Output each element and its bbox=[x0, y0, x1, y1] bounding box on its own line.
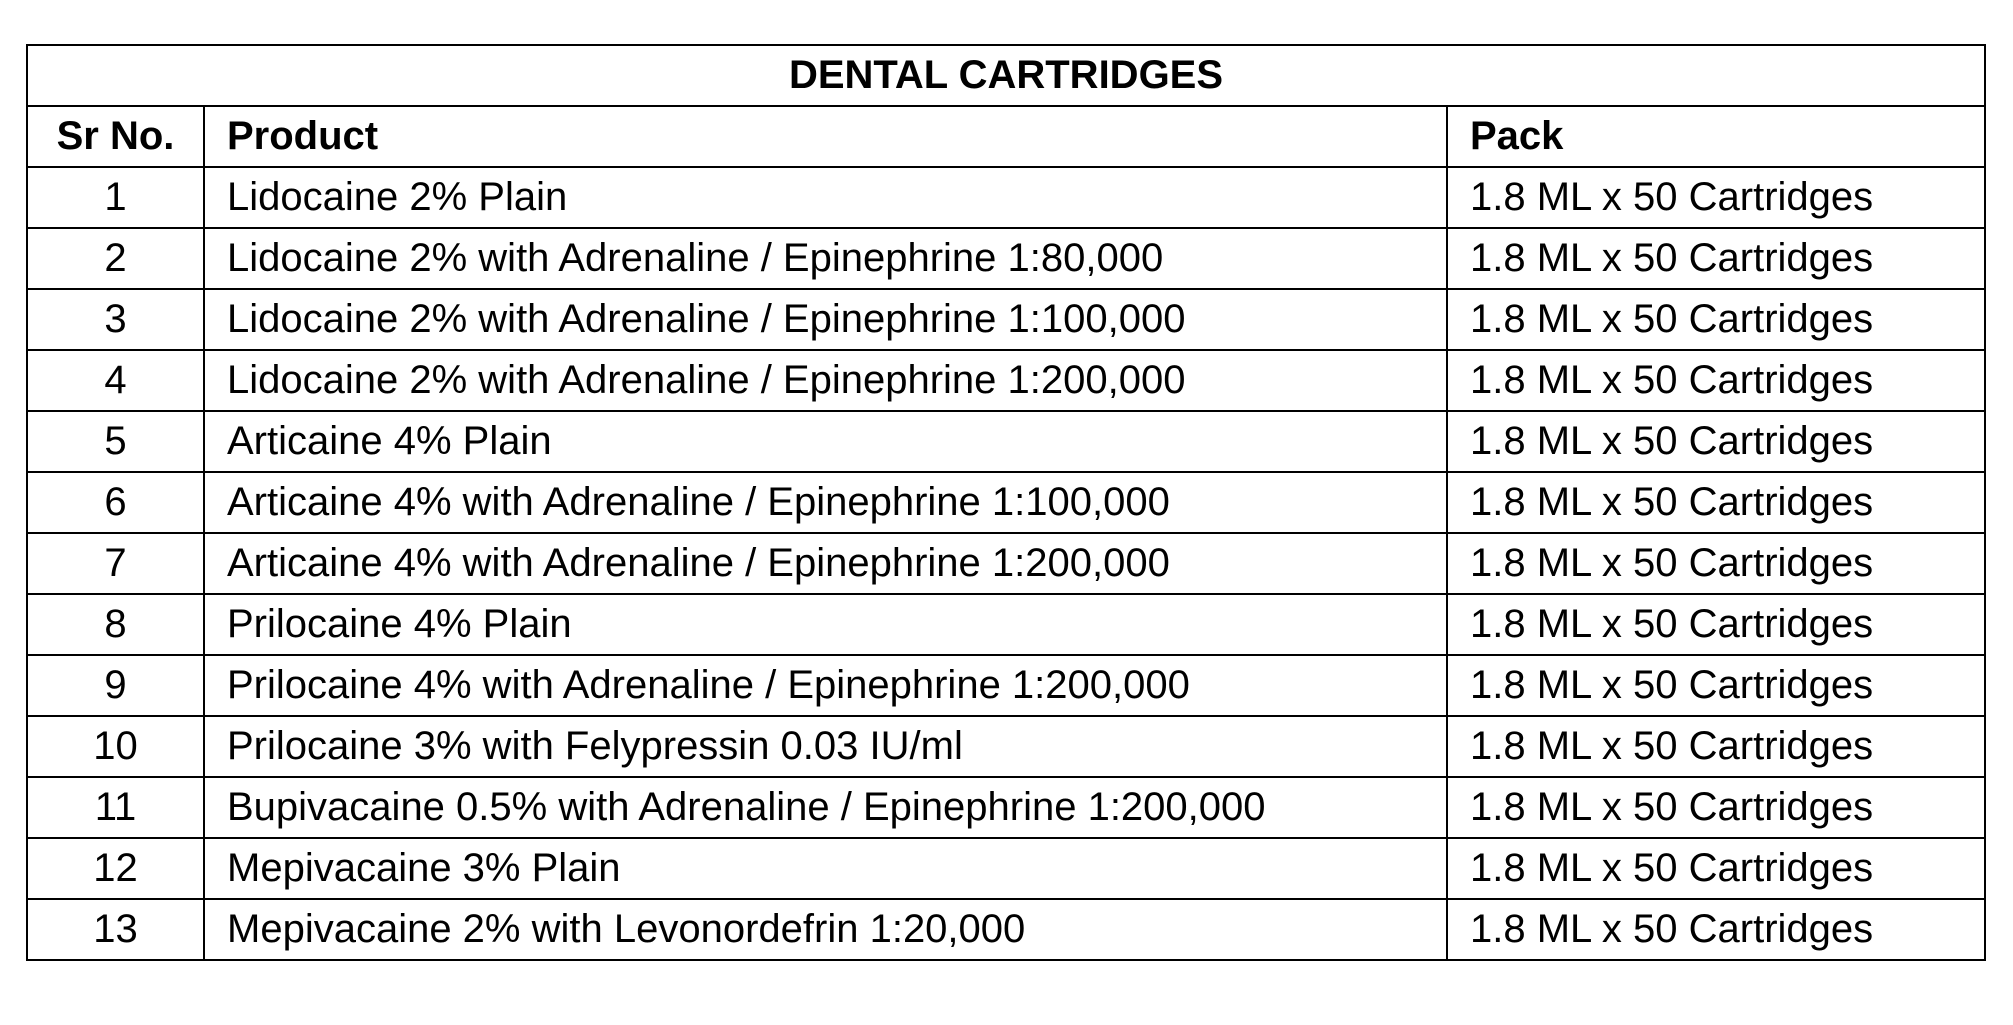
pack-cell: 1.8 ML x 50 Cartridges bbox=[1447, 777, 1985, 838]
product-cell: Prilocaine 4% with Adrenaline / Epinephrine 1:200,000 bbox=[204, 655, 1447, 716]
table-row bbox=[27, 411, 1985, 472]
table-title-row bbox=[27, 45, 1985, 106]
pack-cell: 1.8 ML x 50 Cartridges bbox=[1447, 167, 1985, 228]
sr-no-cell: 2 bbox=[27, 228, 204, 289]
product-cell: Mepivacaine 2% with Levonordefrin 1:20,000 bbox=[204, 899, 1447, 960]
sr-no-cell: 8 bbox=[27, 594, 204, 655]
sr-no-cell: 7 bbox=[27, 533, 204, 594]
pack-cell: 1.8 ML x 50 Cartridges bbox=[1447, 350, 1985, 411]
product-cell: Bupivacaine 0.5% with Adrenaline / Epinephrine 1:200,000 bbox=[204, 777, 1447, 838]
sr-no-cell: 11 bbox=[27, 777, 204, 838]
product-cell: Lidocaine 2% with Adrenaline / Epinephrine 1:100,000 bbox=[204, 289, 1447, 350]
product-cell: Articaine 4% with Adrenaline / Epinephrine 1:100,000 bbox=[204, 472, 1447, 533]
table-row bbox=[27, 594, 1985, 655]
header-pack: Pack bbox=[1447, 106, 1985, 167]
sr-no-cell: 12 bbox=[27, 838, 204, 899]
sr-no-cell: 4 bbox=[27, 350, 204, 411]
pack-cell: 1.8 ML x 50 Cartridges bbox=[1447, 594, 1985, 655]
pack-cell: 1.8 ML x 50 Cartridges bbox=[1447, 838, 1985, 899]
table-row bbox=[27, 350, 1985, 411]
pack-cell: 1.8 ML x 50 Cartridges bbox=[1447, 228, 1985, 289]
table-row bbox=[27, 533, 1985, 594]
product-cell: Articaine 4% Plain bbox=[204, 411, 1447, 472]
pack-cell: 1.8 ML x 50 Cartridges bbox=[1447, 899, 1985, 960]
sr-no-cell: 5 bbox=[27, 411, 204, 472]
product-cell: Articaine 4% with Adrenaline / Epinephrine 1:200,000 bbox=[204, 533, 1447, 594]
product-cell: Prilocaine 4% Plain bbox=[204, 594, 1447, 655]
table-row bbox=[27, 777, 1985, 838]
header-sr-no: Sr No. bbox=[27, 106, 204, 167]
pack-cell: 1.8 ML x 50 Cartridges bbox=[1447, 533, 1985, 594]
table-row bbox=[27, 716, 1985, 777]
product-cell: Lidocaine 2% Plain bbox=[204, 167, 1447, 228]
sr-no-cell: 6 bbox=[27, 472, 204, 533]
sr-no-cell: 10 bbox=[27, 716, 204, 777]
pack-cell: 1.8 ML x 50 Cartridges bbox=[1447, 716, 1985, 777]
table-row bbox=[27, 472, 1985, 533]
product-cell: Lidocaine 2% with Adrenaline / Epinephrine 1:200,000 bbox=[204, 350, 1447, 411]
product-cell: Mepivacaine 3% Plain bbox=[204, 838, 1447, 899]
table-row bbox=[27, 228, 1985, 289]
table-row bbox=[27, 289, 1985, 350]
sr-no-cell: 1 bbox=[27, 167, 204, 228]
product-cell: Lidocaine 2% with Adrenaline / Epinephrine 1:80,000 bbox=[204, 228, 1447, 289]
table-header-row bbox=[27, 106, 1985, 167]
table-row bbox=[27, 838, 1985, 899]
table-row bbox=[27, 655, 1985, 716]
header-product: Product bbox=[204, 106, 1447, 167]
dental-cartridges-table bbox=[26, 44, 1986, 961]
sr-no-cell: 3 bbox=[27, 289, 204, 350]
table-row bbox=[27, 167, 1985, 228]
pack-cell: 1.8 ML x 50 Cartridges bbox=[1447, 655, 1985, 716]
product-cell: Prilocaine 3% with Felypressin 0.03 IU/ml bbox=[204, 716, 1447, 777]
pack-cell: 1.8 ML x 50 Cartridges bbox=[1447, 472, 1985, 533]
sr-no-cell: 13 bbox=[27, 899, 204, 960]
table-row bbox=[27, 899, 1985, 960]
pack-cell: 1.8 ML x 50 Cartridges bbox=[1447, 289, 1985, 350]
sr-no-cell: 9 bbox=[27, 655, 204, 716]
table-title: DENTAL CARTRIDGES bbox=[27, 45, 1985, 106]
pack-cell: 1.8 ML x 50 Cartridges bbox=[1447, 411, 1985, 472]
